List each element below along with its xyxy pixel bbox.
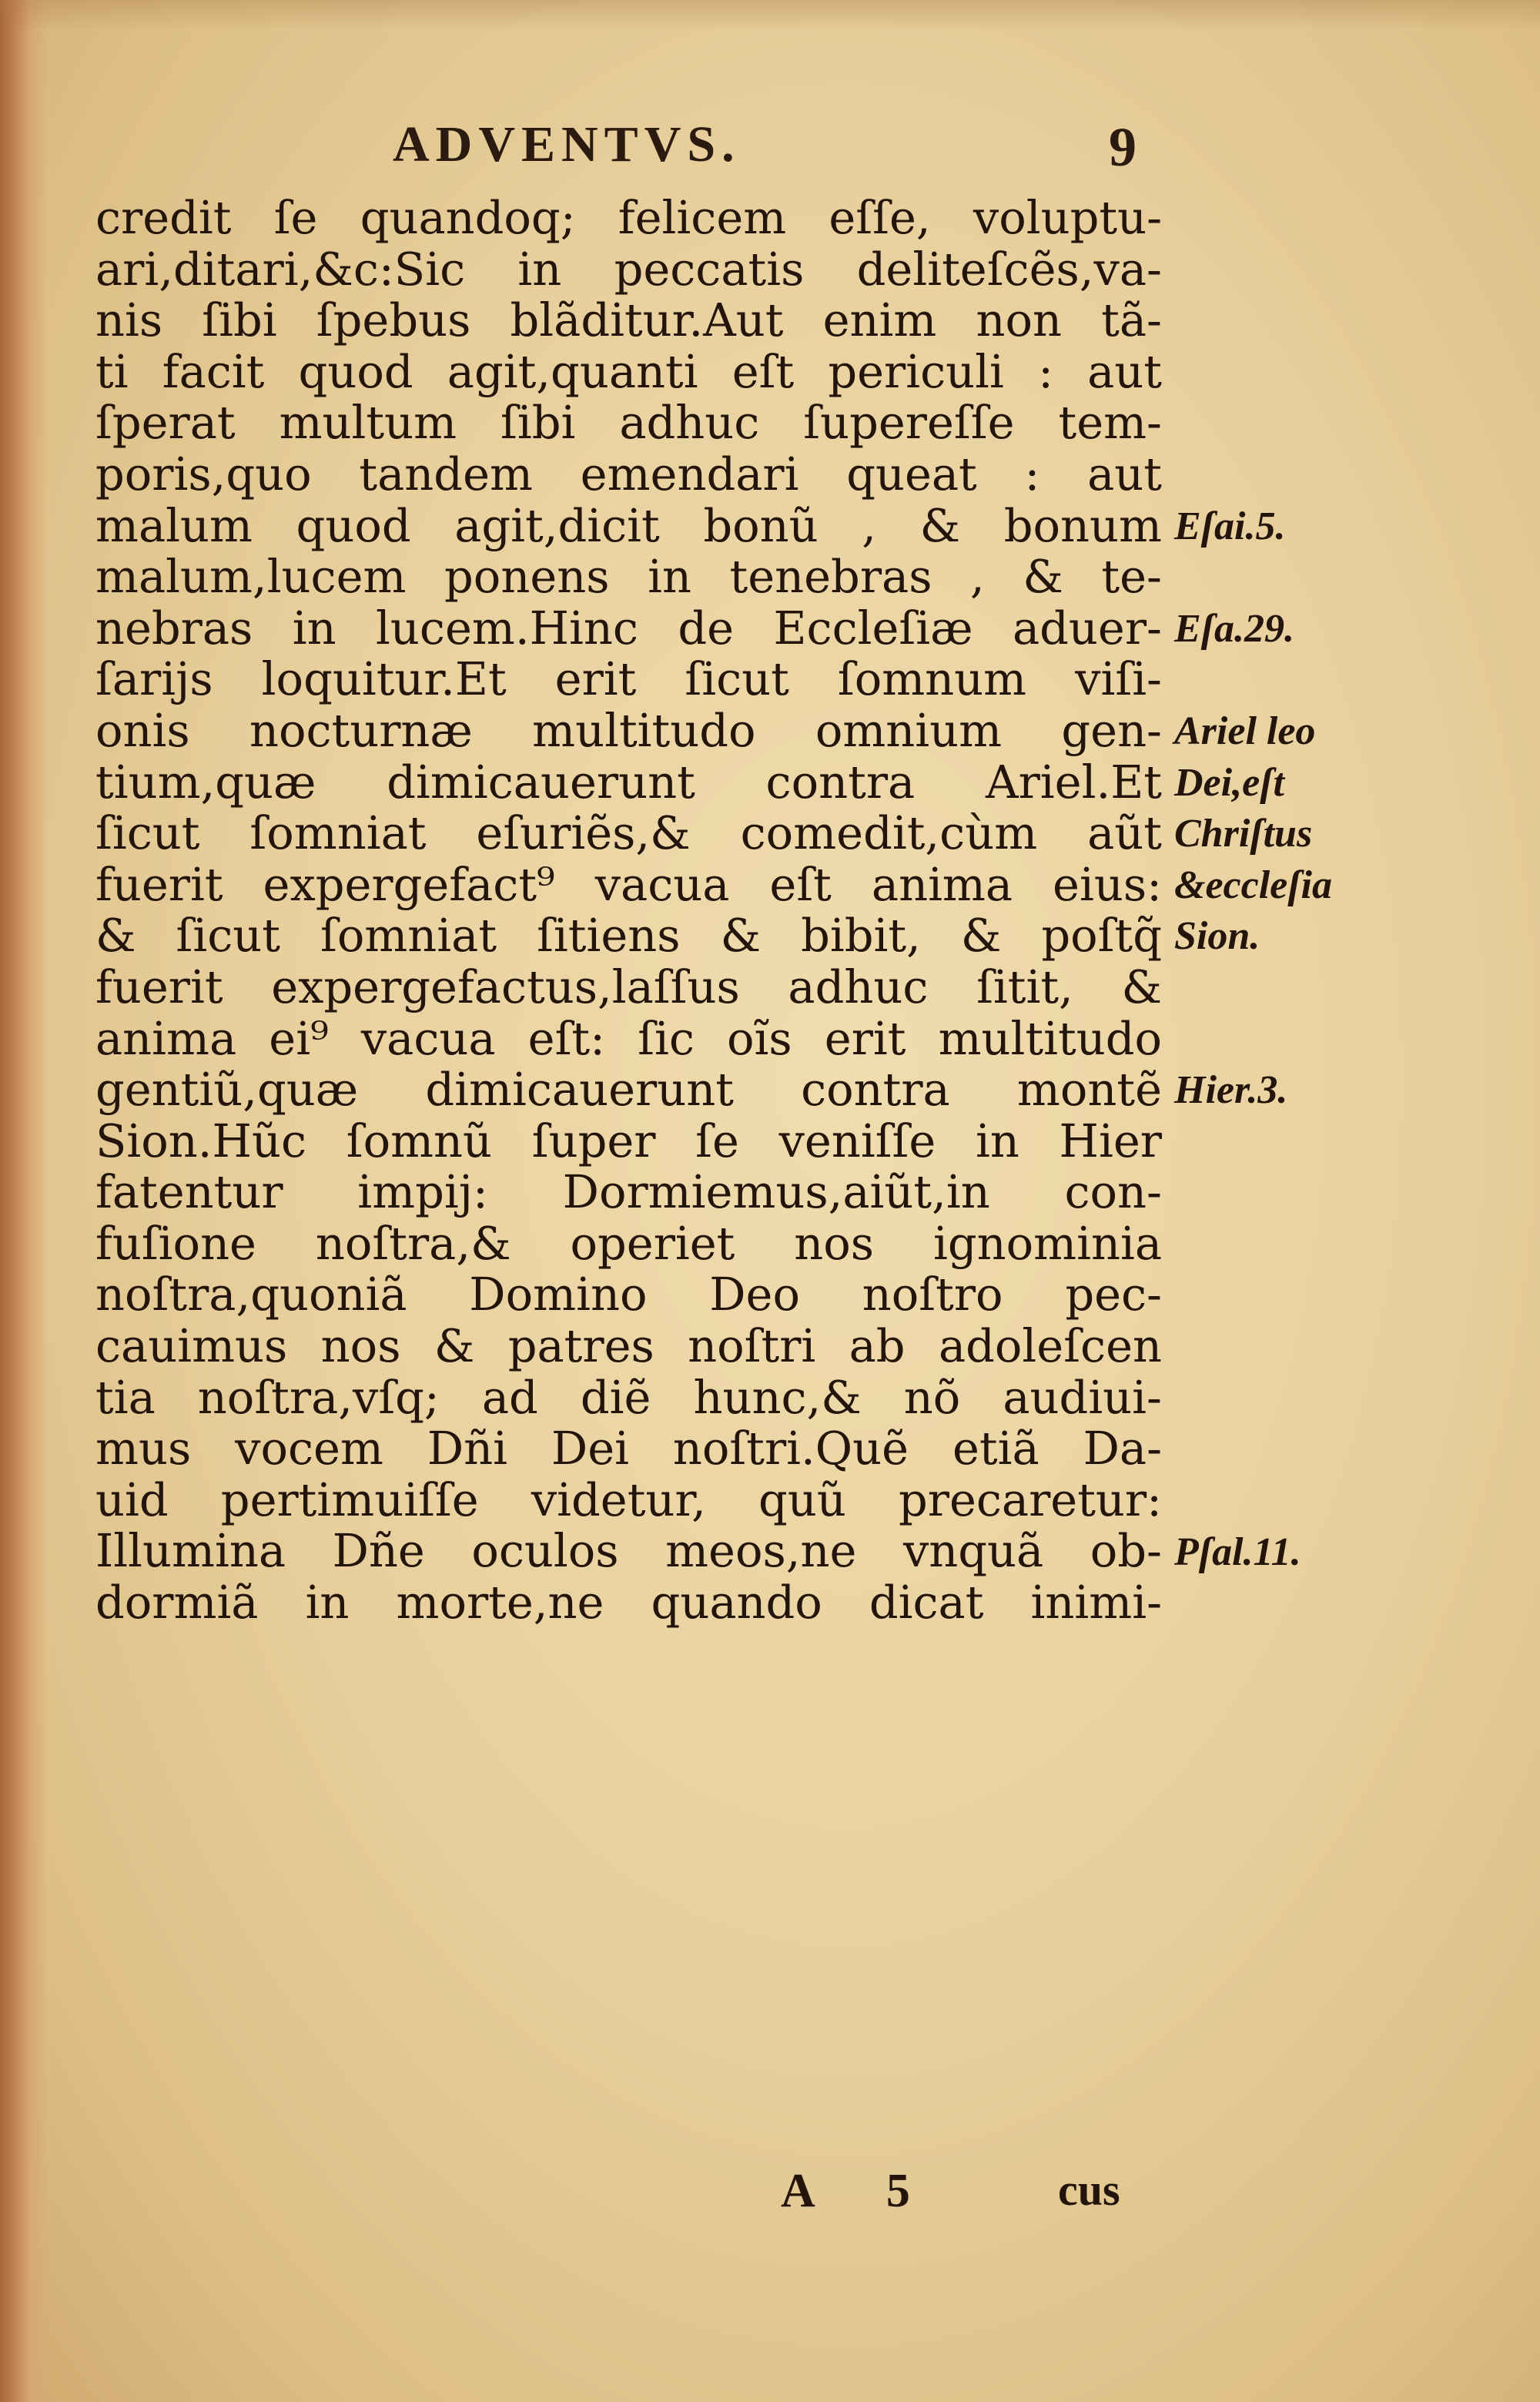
- text-line: nebras in lucem.Hinc de Eccleſiæ aduer-: [95, 602, 1162, 655]
- signature-mark: A 5: [781, 2165, 941, 2217]
- text-line: gentiũ,quæ dimicauerunt contra montẽ: [95, 1064, 1162, 1116]
- page-top-stain: [0, 0, 1540, 31]
- margin-note: Pſal.11.: [1174, 1529, 1301, 1574]
- margin-note: Dei,eſt: [1174, 760, 1284, 805]
- text-line: ſarijs loquitur.Et erit ſicut ſomnum viſi-: [95, 654, 1162, 705]
- text-line: tium,quæ dimicauerunt contra Ariel.Et: [95, 756, 1162, 809]
- text-line: ſperat multum ſibi adhuc ſupereſſe tem-: [95, 397, 1162, 449]
- text-line: ari,ditari,&c:Sic in peccatis delitеſcẽs,va-: [95, 243, 1162, 296]
- text-line: malum quod agit,dicit bonũ , & bonum: [95, 500, 1162, 552]
- body-text: [95, 193, 1162, 1629]
- text-line: Illumina Dñe oculos meos,ne vnquã ob-: [95, 1526, 1162, 1578]
- text-line: mus vocem Dñi Dei noſtri.Quẽ etiã Da-: [95, 1423, 1162, 1475]
- page-number: 9: [1109, 116, 1137, 178]
- margin-note: &eccleſia: [1174, 863, 1332, 907]
- running-head-title: ADVENTVS.: [393, 116, 741, 173]
- text-line: uid pertimuiſſe videtur, quũ precaretur:: [95, 1474, 1162, 1526]
- margin-note: Eſa.29.: [1174, 606, 1294, 651]
- margin-note: Chriſtus: [1174, 812, 1313, 856]
- text-line: ſicut ſomniat eſuriẽs,& comedit,cùm aũt: [95, 808, 1162, 859]
- text-line: tia noſtra,vſq; ad diẽ hunc,& nõ audiui-: [95, 1372, 1162, 1424]
- text-line: fuerit expergefactus,laſſus adhuc ſitit, &: [95, 961, 1162, 1013]
- margin-note: Hier.3.: [1174, 1068, 1288, 1113]
- text-line: fuſione noſtra,& operiet nos ignominia: [95, 1218, 1162, 1270]
- margin-note: Ariel leo: [1174, 709, 1316, 753]
- text-line: poris,quo tandem emendari queat : aut: [95, 448, 1162, 501]
- text-line: credit ſe quandoq; felicem eſſe, voluptu-: [95, 193, 1162, 244]
- text-line: malum,lucem ponens in tenebras , & te-: [95, 551, 1162, 603]
- signature-line: [95, 2164, 1162, 2226]
- text-line: cauimus nos & patres noſtri ab adoleſcen: [95, 1321, 1162, 1372]
- margin-note: Sion.: [1174, 914, 1260, 959]
- text-line: & ſicut ſomniat ſitiens & bibit, & poſtq̃: [95, 910, 1162, 962]
- running-head: [100, 116, 1155, 177]
- margin-note: Eſai.5.: [1174, 504, 1286, 548]
- text-line: nis ſibi ſpebus blãditur.Aut enim non tã-: [95, 295, 1162, 347]
- text-line: dormiã in morte,ne quando dicat inimi-: [95, 1577, 1162, 1629]
- text-line: ti facit quod agit,quanti eſt periculi : aut: [95, 346, 1162, 398]
- page-gutter-edge: [0, 0, 48, 2402]
- text-line: onis nocturnæ multitudo omnium gen-: [95, 705, 1162, 757]
- text-line: noſtra,quoniã Domino Deo noſtro pec-: [95, 1269, 1162, 1322]
- text-line: anima ei⁹ vacua eſt: ſic oĩs erit multitudo: [95, 1013, 1162, 1065]
- text-line: fuerit expergefact⁹ vacua eſt anima eius:: [95, 859, 1162, 911]
- text-line: Sion.Hũc ſomnũ ſuper ſe veniſſe in Hier: [95, 1115, 1162, 1167]
- catchword: cus: [1058, 2165, 1120, 2215]
- text-line: fatentur impij: Dormiemus,aiũt,in con-: [95, 1167, 1162, 1218]
